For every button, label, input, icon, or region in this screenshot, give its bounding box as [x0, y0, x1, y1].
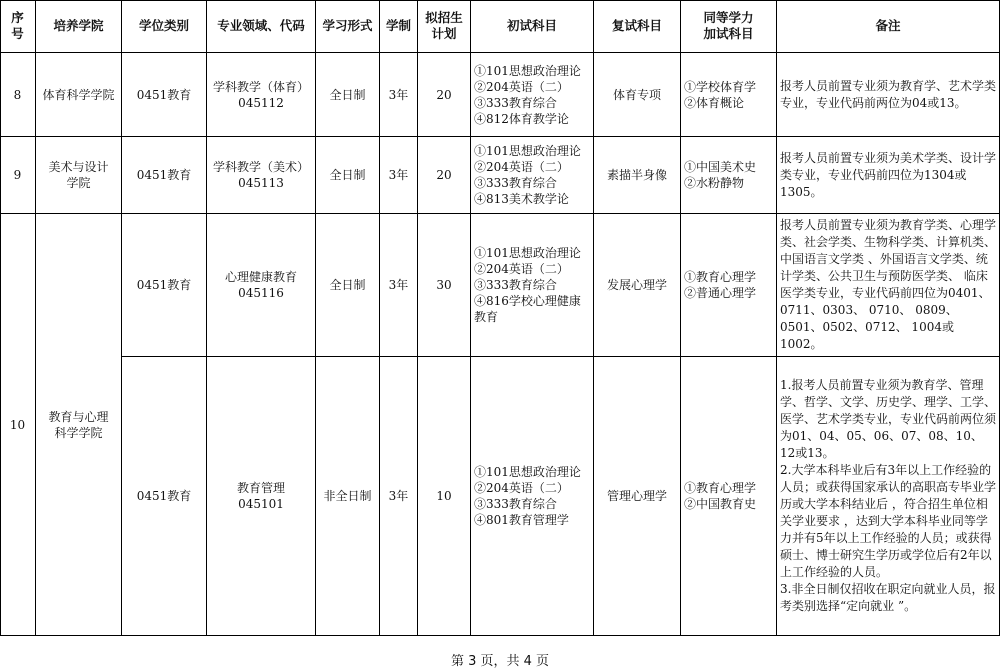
- row10b-plan: 10: [418, 357, 471, 636]
- row8-exam1: ①101思想政治理论 ②204英语（二） ③333教育综合 ④812体育教学论: [471, 53, 594, 137]
- header-note: 备注: [777, 0, 1000, 53]
- row10a-field: 心理健康教育 045116: [207, 214, 316, 357]
- row10a-plan: 30: [418, 214, 471, 357]
- row10a-mode: 全日制: [316, 214, 380, 357]
- row9-note: 报考人员前置专业须为美术学类、设计学类专业，专业代码前四位为1304或1305。: [777, 137, 1000, 214]
- header-exam2: 复试科目: [594, 0, 681, 53]
- row8-plan: 20: [418, 53, 471, 137]
- header-years: 学制: [380, 0, 418, 53]
- row10a-exam1: ①101思想政治理论 ②204英语（二） ③333教育综合 ④816学校心理健康教育: [471, 214, 594, 357]
- row8-years: 3年: [380, 53, 418, 137]
- row8-extra: ①学校体育学 ②体育概论: [681, 53, 777, 137]
- header-seq: 序 号: [0, 0, 36, 53]
- header-school: 培养学院: [36, 0, 122, 53]
- row9-extra: ①中国美术史 ②水粉静物: [681, 137, 777, 214]
- row8-field: 学科教学（体育） 045112: [207, 53, 316, 137]
- row10b-years: 3年: [380, 357, 418, 636]
- row8-school: 体育科学学院: [36, 53, 122, 137]
- row10a-extra: ①教育心理学 ②普通心理学: [681, 214, 777, 357]
- row10-school: 教育与心理 科学学院: [36, 214, 122, 636]
- header-field: 专业领域、代码: [207, 0, 316, 53]
- row10a-note: 报考人员前置专业须为教育学类、心理学类、社会学类、生物科学类、计算机类、中国语言文学类 、外国语言文学类、统计学类、公共卫生与预防医学类、 临床医学类专业，专业代码前四位为0401、 0711、0303、 0710、 0809、0501、0502、0712、 1004或1002。: [777, 214, 1000, 357]
- row8-degree: 0451教育: [122, 53, 207, 137]
- header-exam1: 初试科目: [471, 0, 594, 53]
- row9-degree: 0451教育: [122, 137, 207, 214]
- row9-school: 美术与设计 学院: [36, 137, 122, 214]
- row10b-extra: ①教育心理学 ②中国教育史: [681, 357, 777, 636]
- row8-seq: 8: [0, 53, 36, 137]
- row9-exam1: ①101思想政治理论 ②204英语（二） ③333教育综合 ④813美术教学论: [471, 137, 594, 214]
- row10a-degree: 0451教育: [122, 214, 207, 357]
- row9-years: 3年: [380, 137, 418, 214]
- row9-mode: 全日制: [316, 137, 380, 214]
- row10b-note: 1.报考人员前置专业须为教育学、管理学、哲学、文学、历史学、理学、工学、医学、艺术学类专业，专业代码前两位须为01、04、05、06、07、08、10、12或13。 2.大学本科毕业后有3年以上工作经验的人员；或获得国家承认的高职高专毕业学历或大学本科结业后 ，符合招生单位相关学业要求 ，达到大学本科毕业同等学力并有5年以上工作经验的人员；或获得硕士、博士研究生学历或学位后有2年以上工作经验的人员。 3.非全日制仅招收在职定向就业人员，报考类别选择“定向就业 ”。: [777, 357, 1000, 636]
- row9-field: 学科教学（美术） 045113: [207, 137, 316, 214]
- row10b-exam2: 管理心理学: [594, 357, 681, 636]
- row10b-mode: 非全日制: [316, 357, 380, 636]
- header-extra: 同等学力 加试科目: [681, 0, 777, 53]
- header-plan: 拟招生 计划: [418, 0, 471, 53]
- row8-mode: 全日制: [316, 53, 380, 137]
- row8-exam2: 体育专项: [594, 53, 681, 137]
- header-degree: 学位类别: [122, 0, 207, 53]
- row10-seq: 10: [0, 214, 36, 636]
- row10b-exam1: ①101思想政治理论 ②204英语（二） ③333教育综合 ④801教育管理学: [471, 357, 594, 636]
- row10b-field: 教育管理 045101: [207, 357, 316, 636]
- row9-plan: 20: [418, 137, 471, 214]
- row9-seq: 9: [0, 137, 36, 214]
- row9-exam2: 素描半身像: [594, 137, 681, 214]
- row10a-exam2: 发展心理学: [594, 214, 681, 357]
- row8-note: 报考人员前置专业须为教育学、艺术学类专业，专业代码前两位为04或13。: [777, 53, 1000, 137]
- page-footer: 第 3 页，共 4 页: [450, 654, 550, 669]
- row10b-degree: 0451教育: [122, 357, 207, 636]
- row10a-years: 3年: [380, 214, 418, 357]
- header-mode: 学习形式: [316, 0, 380, 53]
